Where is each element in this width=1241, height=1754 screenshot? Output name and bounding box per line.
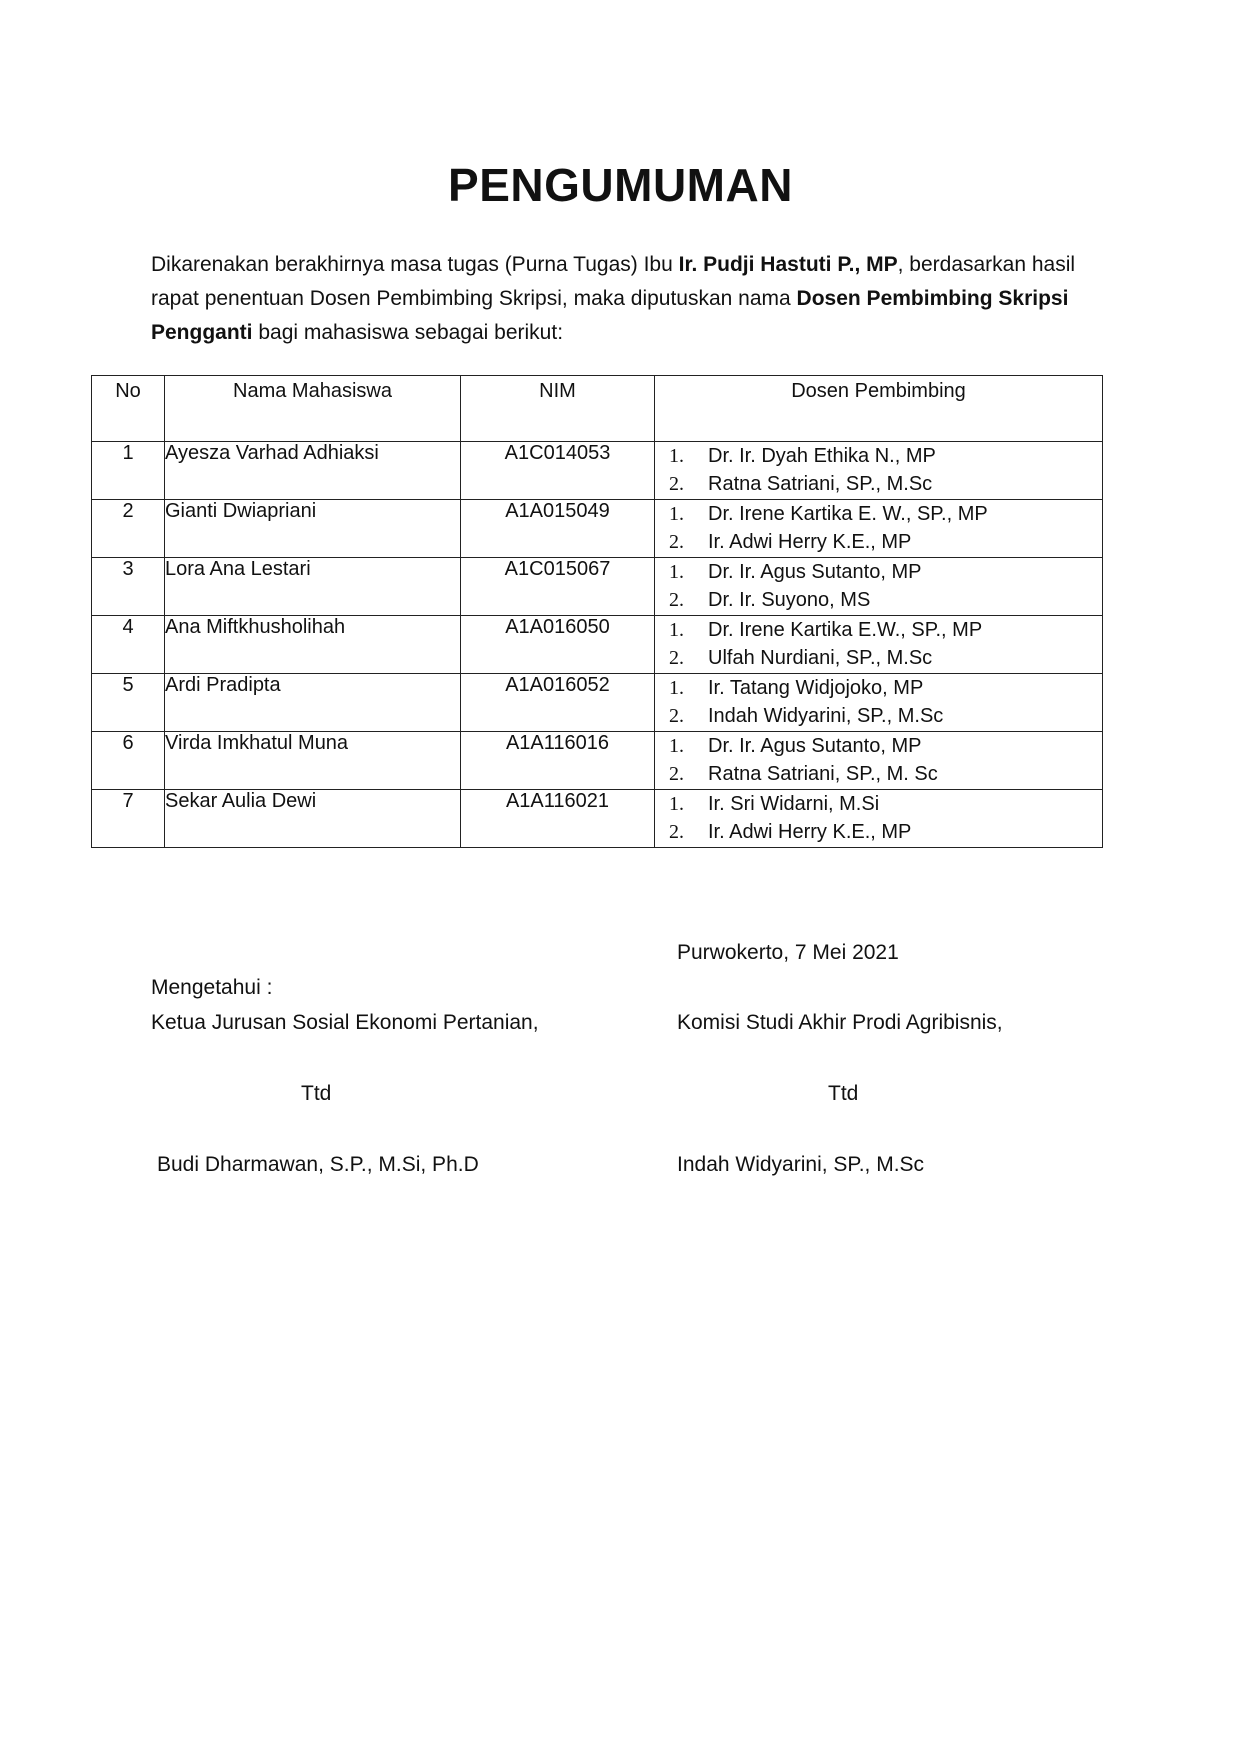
dosen-name: Indah Widyarini, SP., M.Sc — [708, 705, 944, 727]
header-nim: NIM — [461, 376, 655, 442]
table-row — [92, 616, 1103, 674]
right-signature-mark: Ttd — [828, 1082, 859, 1105]
cell-no: 2 — [92, 500, 165, 558]
right-signer-name: Indah Widyarini, SP., M.Sc — [677, 1153, 925, 1176]
dosen-name: Dr. Ir. Dyah Ethika N., MP — [708, 445, 936, 467]
dosen-name: Ir. Adwi Herry K.E., MP — [708, 531, 912, 553]
intro-bold-name: Ir. Pudji Hastuti P., MP — [678, 253, 898, 276]
table-row — [92, 674, 1103, 732]
dosen-line-2 — [655, 760, 1102, 788]
cell-dosen — [655, 558, 1103, 616]
table-row — [92, 558, 1103, 616]
dosen-number: 1. — [669, 445, 684, 467]
cell-dosen — [655, 674, 1103, 732]
left-signer-name: Budi Dharmawan, S.P., M.Si, Ph.D — [157, 1153, 479, 1176]
dosen-number: 1. — [669, 503, 684, 525]
cell-nim: A1A015049 — [461, 500, 655, 558]
cell-no: 4 — [92, 616, 165, 674]
cell-nama: Virda Imkhatul Muna — [165, 732, 461, 790]
cell-nama: Ana Miftkhusholihah — [165, 616, 461, 674]
dosen-name: Ratna Satriani, SP., M. Sc — [708, 763, 938, 785]
table-body — [92, 442, 1103, 848]
left-signer-role: Ketua Jurusan Sosial Ekonomi Pertanian, — [151, 1011, 539, 1034]
dosen-line-1 — [655, 558, 1102, 586]
cell-dosen — [655, 790, 1103, 848]
header-nama: Nama Mahasiswa — [165, 376, 461, 442]
dosen-name: Ulfah Nurdiani, SP., M.Sc — [708, 647, 933, 669]
left-signature-mark: Ttd — [301, 1082, 332, 1105]
cell-no: 1 — [92, 442, 165, 500]
cell-nama: Gianti Dwiapriani — [165, 500, 461, 558]
dosen-line-1 — [655, 732, 1102, 760]
dosen-number: 1. — [669, 561, 684, 583]
table-row — [92, 442, 1103, 500]
header-no: No — [92, 376, 165, 442]
intro-text-3: bagi mahasiswa sebagai berikut: — [252, 321, 564, 344]
cell-nim: A1C014053 — [461, 442, 655, 500]
cell-nim: A1A116016 — [461, 732, 655, 790]
intro-text-2: , berdasarkan hasil rapat penentuan Dosen Pembimbing Skripsi, maka diputuskan nama — [151, 253, 1076, 310]
cell-no: 5 — [92, 674, 165, 732]
dosen-number: 2. — [669, 589, 684, 611]
table-row — [92, 732, 1103, 790]
dosen-number: 1. — [669, 677, 684, 699]
right-signer-role: Komisi Studi Akhir Prodi Agribisnis, — [677, 1011, 1003, 1034]
page-title: PENGUMUMAN — [448, 159, 793, 211]
cell-no: 7 — [92, 790, 165, 848]
cell-nama: Sekar Aulia Dewi — [165, 790, 461, 848]
dosen-name: Ir. Sri Widarni, M.Si — [708, 793, 880, 815]
cell-nim: A1A116021 — [461, 790, 655, 848]
intro-paragraph — [151, 248, 1101, 350]
cell-dosen — [655, 732, 1103, 790]
dosen-number: 2. — [669, 647, 684, 669]
cell-nim: A1A016050 — [461, 616, 655, 674]
dosen-number: 1. — [669, 735, 684, 757]
dosen-name: Dr. Irene Kartika E. W., SP., MP — [708, 503, 988, 525]
dosen-number: 2. — [669, 473, 684, 495]
cell-dosen — [655, 442, 1103, 500]
dosen-number: 1. — [669, 619, 684, 641]
table-header-row — [92, 376, 1103, 442]
cell-dosen — [655, 500, 1103, 558]
dosen-line-2 — [655, 702, 1102, 730]
dosen-line-1 — [655, 500, 1102, 528]
cell-nim: A1C015067 — [461, 558, 655, 616]
cell-no: 3 — [92, 558, 165, 616]
dosen-name: Dr. Ir. Agus Sutanto, MP — [708, 561, 922, 583]
cell-dosen — [655, 616, 1103, 674]
acknowledged-label: Mengetahui : — [151, 976, 273, 999]
dosen-line-2 — [655, 528, 1102, 556]
cell-nama: Ardi Pradipta — [165, 674, 461, 732]
dosen-line-1 — [655, 616, 1102, 644]
dosen-number: 1. — [669, 793, 684, 815]
place-date: Purwokerto, 7 Mei 2021 — [677, 941, 899, 964]
dosen-name: Dr. Ir. Suyono, MS — [708, 589, 871, 611]
dosen-name: Ir. Tatang Widjojoko, MP — [708, 677, 924, 699]
dosen-line-1 — [655, 674, 1102, 702]
dosen-line-2 — [655, 586, 1102, 614]
supervisor-table — [91, 375, 1103, 848]
dosen-line-1 — [655, 442, 1102, 470]
dosen-name: Ir. Adwi Herry K.E., MP — [708, 821, 912, 843]
header-dosen: Dosen Pembimbing — [655, 376, 1103, 442]
dosen-line-2 — [655, 470, 1102, 498]
intro-text-1: Dikarenakan berakhirnya masa tugas (Purna Tugas) Ibu — [151, 253, 679, 276]
intro-bold-subject: Dosen Pembimbing Skripsi Pengganti — [151, 287, 1069, 344]
dosen-name: Dr. Ir. Agus Sutanto, MP — [708, 735, 922, 757]
dosen-line-1 — [655, 790, 1102, 818]
dosen-number: 2. — [669, 705, 684, 727]
dosen-number: 2. — [669, 821, 684, 843]
cell-nama: Lora Ana Lestari — [165, 558, 461, 616]
table-row — [92, 790, 1103, 848]
dosen-name: Dr. Irene Kartika E.W., SP., MP — [708, 619, 983, 641]
cell-nama: Ayesza Varhad Adhiaksi — [165, 442, 461, 500]
dosen-line-2 — [655, 644, 1102, 672]
dosen-name: Ratna Satriani, SP., M.Sc — [708, 473, 933, 495]
dosen-number: 2. — [669, 531, 684, 553]
dosen-line-2 — [655, 818, 1102, 846]
dosen-number: 2. — [669, 763, 684, 785]
cell-nim: A1A016052 — [461, 674, 655, 732]
cell-no: 6 — [92, 732, 165, 790]
table-row — [92, 500, 1103, 558]
